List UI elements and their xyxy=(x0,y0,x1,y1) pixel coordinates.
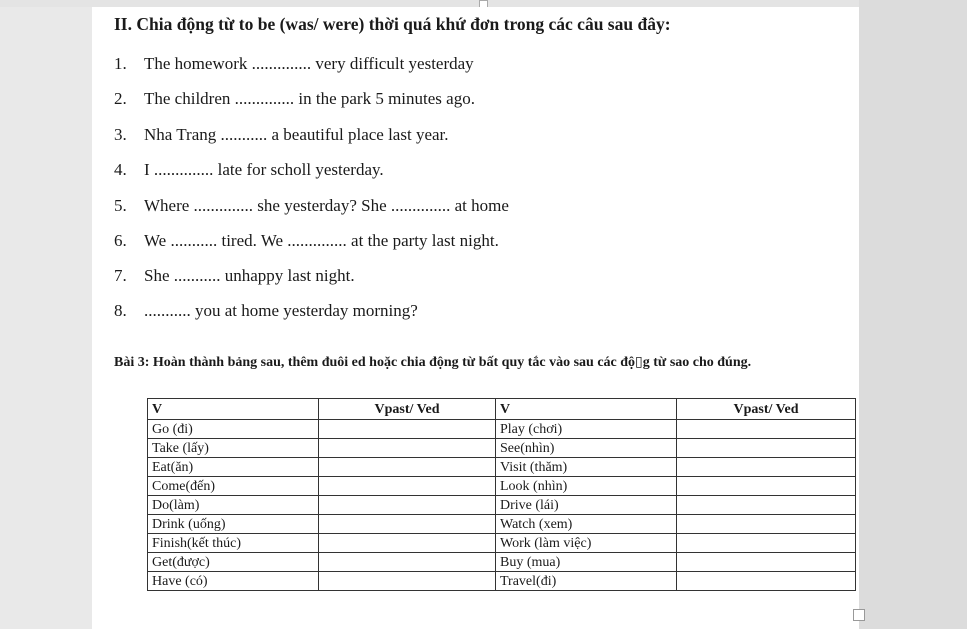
answer-cell[interactable] xyxy=(319,515,496,534)
answer-cell[interactable] xyxy=(319,458,496,477)
answer-cell[interactable] xyxy=(319,534,496,553)
verb-table xyxy=(147,398,856,591)
answer-cell[interactable] xyxy=(677,420,856,439)
verb-cell: Look (nhìn) xyxy=(496,477,677,496)
table-row xyxy=(148,572,856,591)
answer-cell[interactable] xyxy=(319,572,496,591)
table-row xyxy=(148,553,856,572)
table-row xyxy=(148,496,856,515)
verb-cell: Have (có) xyxy=(148,572,319,591)
answer-cell[interactable] xyxy=(677,439,856,458)
verb-cell: Get(được) xyxy=(148,553,319,572)
verb-cell: Watch (xem) xyxy=(496,515,677,534)
exercise-line: 4. I .............. late for scholl yesterday. xyxy=(114,160,384,179)
table-row xyxy=(148,439,856,458)
verb-cell: Do(làm) xyxy=(148,496,319,515)
exercise-line: 1. The homework .............. very difficult yesterday xyxy=(114,54,474,73)
exercise-line: 3. Nha Trang ........... a beautiful place last year. xyxy=(114,125,449,144)
verb-cell: Play (chơi) xyxy=(496,420,677,439)
verb-cell: Travel(đi) xyxy=(496,572,677,591)
table-row xyxy=(148,458,856,477)
header-cell: V xyxy=(496,399,677,420)
answer-cell[interactable] xyxy=(677,477,856,496)
table-row xyxy=(148,534,856,553)
verb-cell: Drink (uống) xyxy=(148,515,319,534)
verb-cell: See(nhìn) xyxy=(496,439,677,458)
answer-cell[interactable] xyxy=(677,572,856,591)
answer-cell[interactable] xyxy=(677,458,856,477)
answer-cell[interactable] xyxy=(677,496,856,515)
exercise-line: 8. ........... you at home yesterday morning? xyxy=(114,301,418,320)
exercise-line: 2. The children .............. in the park 5 minutes ago. xyxy=(114,89,475,108)
answer-cell[interactable] xyxy=(319,496,496,515)
exercise-line: 6. We ........... tired. We .............. at the party last night. xyxy=(114,231,499,250)
verb-cell: Buy (mua) xyxy=(496,553,677,572)
answer-cell[interactable] xyxy=(319,420,496,439)
table-row xyxy=(148,420,856,439)
verb-cell: Eat(ăn) xyxy=(148,458,319,477)
verb-cell: Come(đến) xyxy=(148,477,319,496)
resize-handle-bottom-right[interactable] xyxy=(853,609,865,621)
verb-cell: Work (làm việc) xyxy=(496,534,677,553)
answer-cell[interactable] xyxy=(319,439,496,458)
answer-cell[interactable] xyxy=(677,553,856,572)
verb-cell: Finish(kết thúc) xyxy=(148,534,319,553)
header-cell: Vpast/ Ved xyxy=(677,399,856,420)
table-row xyxy=(148,515,856,534)
answer-cell[interactable] xyxy=(677,515,856,534)
table-row xyxy=(148,477,856,496)
verb-cell: Take (lấy) xyxy=(148,439,319,458)
answer-cell[interactable] xyxy=(677,534,856,553)
right-margin xyxy=(859,0,967,629)
verb-cell: Go (đi) xyxy=(148,420,319,439)
verb-cell: Drive (lái) xyxy=(496,496,677,515)
answer-cell[interactable] xyxy=(319,553,496,572)
exercise-line: 5. Where .............. she yesterday? She .............. at home xyxy=(114,196,509,215)
table-header-row xyxy=(148,399,856,420)
bai3-instruction: Bài 3: Hoàn thành bảng sau, thêm đuôi ed hoặc chia động từ bất quy tắc vào sau các độ▯g từ sao cho đúng. xyxy=(114,355,752,370)
answer-cell[interactable] xyxy=(319,477,496,496)
exercise-line: 7. She ........... unhappy last night. xyxy=(114,266,355,285)
header-cell: V xyxy=(148,399,319,420)
header-cell: Vpast/ Ved xyxy=(319,399,496,420)
section-heading: II. Chia động từ to be (was/ were) thời quá khứ đơn trong các câu sau đây: xyxy=(114,14,671,34)
verb-cell: Visit (thăm) xyxy=(496,458,677,477)
